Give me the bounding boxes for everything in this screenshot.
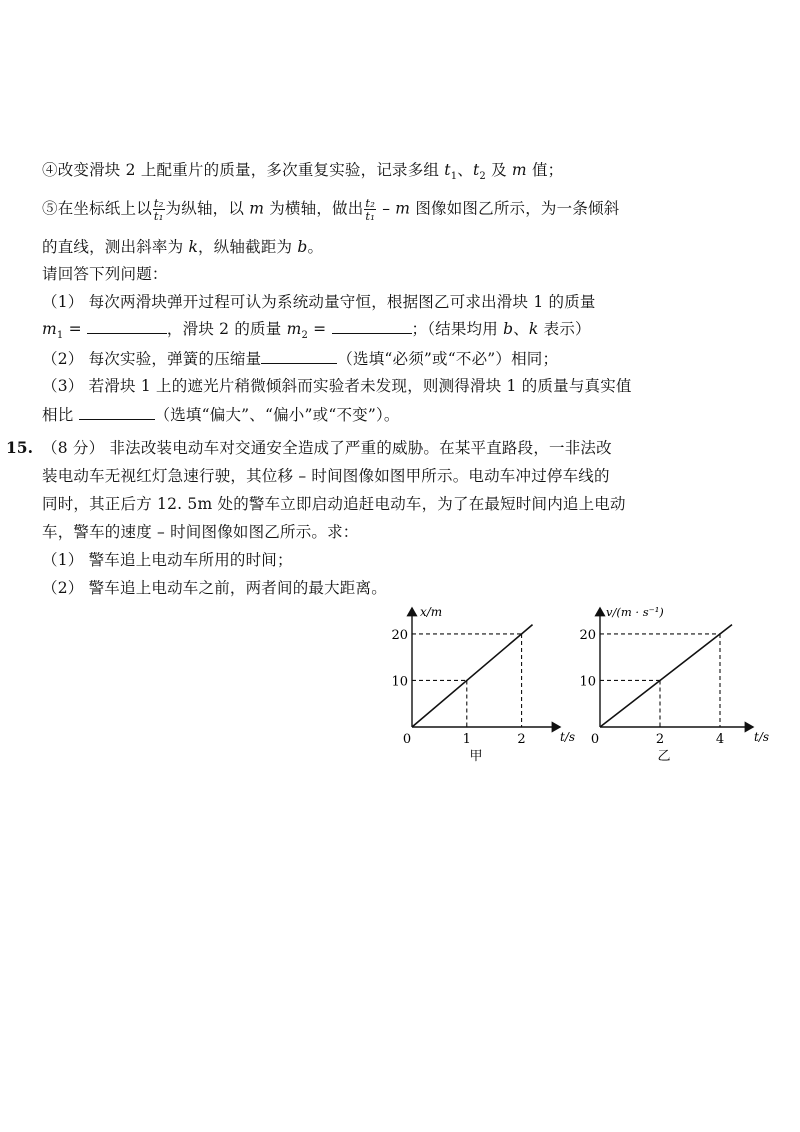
problem-15-line-3: 同时，其正后方 12. 5m 处的警车立即启动追赶电动车，为了在最短时间内追上电动 bbox=[42, 495, 626, 513]
step-5-mid-2: 为横轴，做出 bbox=[264, 199, 364, 218]
question-1-mid: ，滑块 2 的质量 bbox=[166, 320, 287, 338]
question-1-line-1: （1） 每次两滑块弹开过程可认为系统动量守恒，根据图乙可求出滑块 1 的质量 bbox=[42, 293, 596, 311]
var-k: k bbox=[528, 320, 539, 338]
sub-2: 2 bbox=[301, 330, 309, 342]
fraction-t2-over-t1 bbox=[153, 197, 165, 222]
equals: = bbox=[308, 320, 332, 338]
y-tick-label: 20 bbox=[579, 627, 596, 643]
var-m: m bbox=[249, 199, 265, 218]
y-tick-label: 10 bbox=[391, 674, 408, 690]
step-5-line-2-text: 的直线，测出斜率为 bbox=[42, 238, 189, 256]
series-line-v-t bbox=[600, 625, 732, 727]
step-5-mid-3: – bbox=[377, 199, 396, 218]
question-3-line-1: （3） 若滑块 1 上的遮光片稍微倾斜而实验者未发现，则测得滑块 1 的质量与真实值 bbox=[42, 377, 632, 395]
x-axis-label: t/s bbox=[560, 730, 576, 744]
problem-15-sub-2: （2） 警车追上电动车之前，两者间的最大距离。 bbox=[42, 579, 387, 597]
y-tick-label: 10 bbox=[579, 674, 596, 690]
separator: 、 bbox=[513, 320, 529, 338]
x-tick-label: 2 bbox=[517, 732, 526, 747]
questions-intro: 请回答下列问题： bbox=[42, 265, 168, 283]
var-t2: t bbox=[472, 161, 480, 179]
answer-blank-m2[interactable] bbox=[332, 318, 412, 334]
step-5-text: ⑤在坐标纸上以 bbox=[42, 199, 152, 218]
step-5-post: 图像如图乙所示，为一条倾斜 bbox=[410, 199, 620, 218]
problem-number: 15. bbox=[6, 438, 33, 457]
var-b: b bbox=[503, 320, 514, 338]
sub-2: 2 bbox=[479, 171, 486, 183]
x-axis-label: t/s bbox=[754, 730, 770, 744]
step-4-mid: 及 bbox=[485, 161, 512, 179]
question-2-line bbox=[42, 348, 558, 369]
step-4-line bbox=[42, 160, 563, 187]
y-axis-label: x/m bbox=[420, 605, 443, 619]
y-axis-label: v/(m · s⁻¹) bbox=[606, 605, 664, 619]
step-5-line-2-mid: ，纵轴截距为 bbox=[198, 238, 298, 256]
question-3-text: 相比 bbox=[42, 406, 79, 424]
problem-15-line-2: 装电动车无视红灯急速行驶，其位移 – 时间图像如图甲所示。电动车冲过停车线的 bbox=[42, 467, 610, 485]
series-line-x-t bbox=[412, 625, 533, 727]
step-5-line-1 bbox=[42, 197, 619, 222]
question-1-post: ；（结果均用 bbox=[411, 320, 504, 338]
equals: = bbox=[63, 320, 87, 338]
question-1-tail: 表示） bbox=[538, 320, 591, 338]
problem-15-line-4: 车，警车的速度 – 时间图像如图乙所示。求： bbox=[42, 523, 359, 541]
fraction-numerator: t₂ bbox=[365, 196, 376, 210]
graph-yi bbox=[568, 600, 783, 770]
graph-title: 甲 bbox=[469, 749, 483, 764]
problem-15-sub-1: （1） 警车追上电动车所用的时间； bbox=[42, 551, 293, 569]
answer-blank-m1[interactable] bbox=[87, 318, 167, 334]
graph-jia bbox=[380, 600, 580, 770]
sub-1: 1 bbox=[56, 330, 64, 342]
answer-blank-q3[interactable] bbox=[79, 404, 155, 420]
fraction-numerator: t₂ bbox=[153, 196, 164, 210]
graph-title: 乙 bbox=[657, 749, 671, 764]
separator: 、 bbox=[457, 161, 473, 179]
question-3-post: （选填“偏大”、“偏小”或“不变”）。 bbox=[154, 406, 400, 424]
fraction-denominator: t₁ bbox=[153, 209, 164, 223]
var-b: b bbox=[297, 238, 308, 256]
step-5-line-2 bbox=[42, 237, 323, 257]
fraction-denominator: t₁ bbox=[365, 209, 376, 223]
step-5-mid-1: 为纵轴，以 bbox=[165, 199, 250, 218]
origin-label: 0 bbox=[590, 732, 600, 747]
fraction-t2-over-t1 bbox=[364, 197, 376, 222]
origin-label: 0 bbox=[402, 732, 412, 747]
step-4-post: 值； bbox=[526, 161, 564, 179]
answer-blank-q2[interactable] bbox=[261, 348, 337, 364]
sub-1: 1 bbox=[450, 171, 458, 183]
var-m: m bbox=[395, 199, 411, 218]
step-4-text: ④改变滑块 2 上配重片的质量，多次重复实验，记录多组 bbox=[42, 161, 445, 179]
x-tick-label: 4 bbox=[715, 732, 725, 747]
var-m: m bbox=[511, 161, 527, 179]
var-k: k bbox=[188, 238, 199, 256]
question-1-line-2 bbox=[42, 318, 591, 346]
var-t1: t bbox=[444, 161, 451, 179]
x-tick-label: 1 bbox=[462, 732, 471, 747]
question-3-line-2 bbox=[42, 404, 400, 425]
question-2-post: （选填“必须”或“不必”）相同； bbox=[337, 350, 559, 368]
var-m: m bbox=[286, 320, 302, 338]
y-tick-label: 20 bbox=[391, 627, 408, 643]
step-5-line-2-post: 。 bbox=[307, 238, 324, 256]
x-tick-label: 2 bbox=[655, 732, 665, 747]
question-2-text: （2） 每次实验，弹簧的压缩量 bbox=[42, 350, 262, 368]
problem-15-line-1: （8 分） 非法改装电动车对交通安全造成了严重的威胁。在某平直路段，一非法改 bbox=[42, 439, 612, 457]
var-m: m bbox=[42, 320, 57, 338]
